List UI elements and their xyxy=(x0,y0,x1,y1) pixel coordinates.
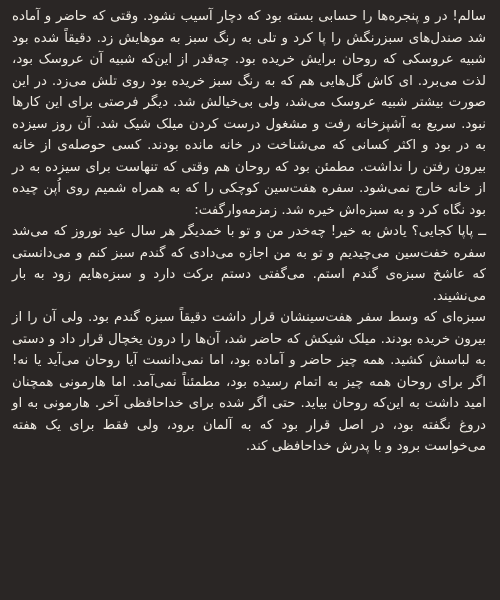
paragraph-3: سبزه‌ای که وسط سفر هفت‌سینشان قرار داشت دقیقاً سبزه گندم بود. ولی آن را از بیرون خریده بودند. میلک شیکش که حاضر شد، آن‌ها را درون یخچال قرار داد و دستی به لباسش کشید. همه چیز حاضر و آماده بود، اما نمی‌دانست آیا روحان می‌آید یا نه! اگر برای روحان همه چیز به اتمام رسیده بود، مطمئناً نمی‌آمد. اما هارمونی همچنان امید داشت به این‌که روحان بیاید. حتی اگر شده برای خداحافظی آخر. هارمونی به او دروغ نگفته بود، در اصل قرار بود که به آلمان برود، ولی فقط برای یک هفته می‌خواست برود و با پدرش خداحافظی کند. xyxy=(12,310,486,454)
paragraph-2-dialogue: ــ پاپا کجایی؟ یادش به خیر! چه‌خدر من و تو با خمدیگر هر سال عید نوروز که می‌شد سفره خفت‌سین می‌چیدیم و تو به من اجازه می‌دادی که گندم سبز کنم و می‌دانستی که عاشخ سبزه‌ی گندم استم. می‌گفتی دستم برکت دارد و سبزه‌هایم زود به بار می‌نشیند. xyxy=(12,224,486,304)
document-body xyxy=(12,6,486,458)
paragraph-1: سالم! در و پنجره‌ها را حسابی بسته بود که دچار آسیب نشود. وقتی که حاضر و آماده شد صندل‌های سبزرنگش را پا کرد و تلی به رنگ سبز به موهایش زد. دقیقاً شده بود شبیه عروسکی که روحان برایش خریده بود. چه‌قدر از این‌که شبیه آن عروسک بود، لذت می‌برد. ای کاش گل‌هایی هم که به رنگ سبز خریده بود روی تلش می‌زد. در این صورت بیشتر شبیه عروسک می‌شد، ولی بی‌خیالش شد. دیگر فرصتی برای این کارها نبود. سریع به آشپزخانه رفت و مشغول درست کردن میلک شیک شد. آن روز سیزده به در بود و اکثر کسانی که می‌شناخت در خانه مانده بودند. کسی حوصله‌ی از خانه بیرون رفتن را نداشت. مطمئن بود که روحان هم وقتی که تنهاست برای سیزده به در از خانه خارج نمی‌شود. سفره هفت‌سین کوچکی را که به همراه شمیم روی اُپن چیده بود نگاه کرد و به سبزه‌اش خیره شد. زمزمه‌وارگفت: xyxy=(12,9,486,218)
